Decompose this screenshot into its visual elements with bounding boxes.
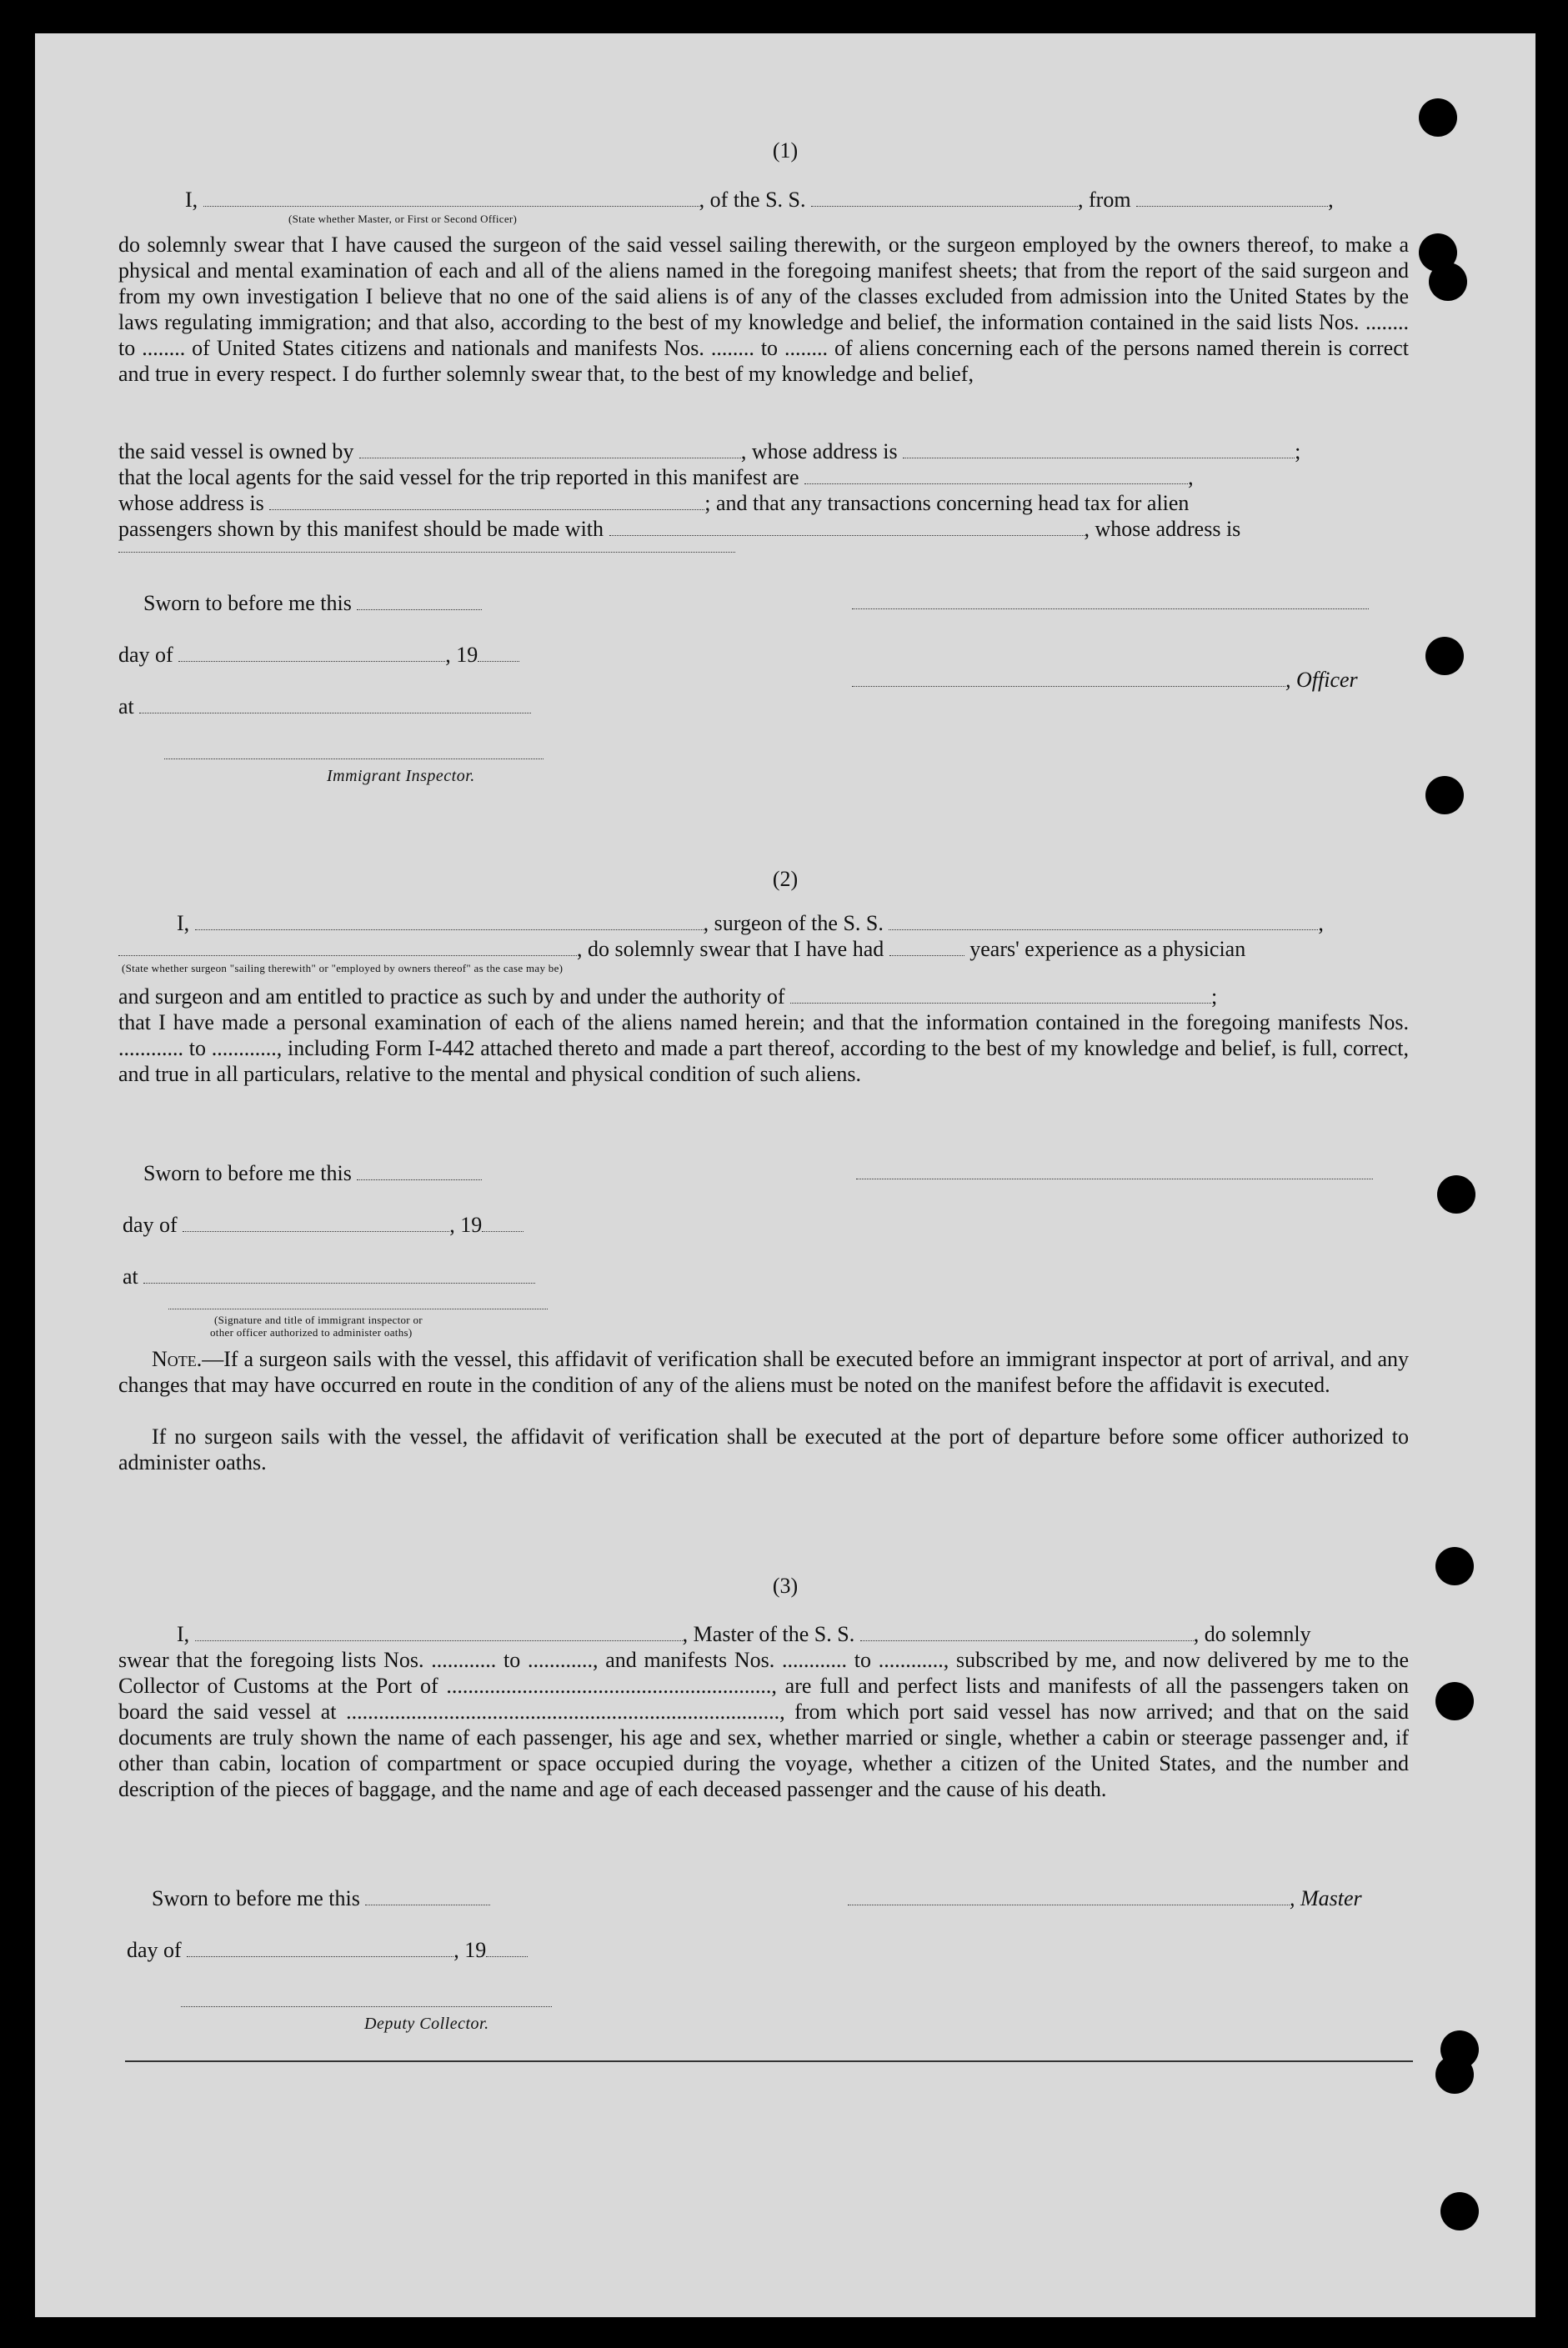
at-line-2	[123, 1264, 535, 1289]
year-field[interactable]	[482, 1214, 524, 1232]
head-tax-agent-field[interactable]	[609, 518, 1085, 536]
surgeon-name-field[interactable]	[195, 913, 704, 930]
inspector-signature-field[interactable]	[164, 758, 544, 759]
section-2-number: (2)	[772, 867, 799, 891]
officer-name-field[interactable]	[852, 669, 1285, 687]
text: ; and that any transactions concerning head tax for alien	[704, 491, 1190, 515]
year-field[interactable]	[478, 644, 519, 662]
text: , 19	[445, 643, 478, 667]
text: , whose address is	[740, 439, 898, 463]
day-of-line-2	[123, 1212, 524, 1238]
section-1-number: (1)	[772, 138, 799, 163]
text: I,	[185, 188, 198, 212]
place-field[interactable]	[139, 696, 531, 713]
section-1-paragraph: do solemnly swear that I have caused the surgeon of the said vessel sailing therewith, or the surgeon employed by the owners thereof, to make a physical and mental examination of each and all of the aliens named in the foregoing manifest sheets; that from the report of the said surgeon and from my own investigation I believe that no one of the said aliens is of any of the classes excluded from admission into the United States by the laws regulating immigration; and that also, according to the best of my knowledge and belief, the information contained in the said lists Nos. ........ to ........ of United States citizens and nationals and manifests Nos. ........ to ........ of aliens concerning each of the persons named therein is correct and true in every respect. I do further solemnly swear that, to the best of my knowledge and belief,	[118, 233, 1409, 386]
local-agents-line: that the local agents for the said vessel for the trip reported in this manifest are ,	[118, 465, 1194, 489]
text: whose address is	[118, 491, 264, 515]
surgeon-vessel-field[interactable]	[889, 913, 1318, 930]
master-name-field[interactable]	[195, 1624, 683, 1641]
at-line-1	[118, 693, 531, 719]
owner-field[interactable]	[359, 441, 741, 458]
officer-rank-caption: (State whether Master, or First or Second Officer)	[288, 213, 518, 225]
punch-hole	[1440, 2192, 1479, 2230]
sworn-line-2	[143, 1160, 482, 1186]
master-vessel-field[interactable]	[860, 1624, 1194, 1641]
bottom-rule	[125, 2060, 1413, 2062]
month-field[interactable]	[183, 1214, 449, 1232]
text: passengers shown by this manifest should be made with	[118, 517, 604, 541]
collector-caption: Deputy Collector.	[364, 2015, 489, 2033]
text: at	[123, 1264, 138, 1289]
section-2-paragraph: that I have made a personal examination of each of the aliens named herein; and that the information contained in the foregoing manifests Nos. ............ to ............, including Form I-442 attached thereto and made a part thereof, according to the best of my knowledge and belief, is full, correct, and true in all particulars, relative to the mental and physical condition of such aliens.	[118, 1010, 1409, 1086]
text: ,	[1328, 188, 1334, 212]
text: , 19	[453, 1938, 487, 1962]
inspector-caption: Immigrant Inspector.	[327, 767, 475, 785]
punch-hole	[1435, 2055, 1474, 2094]
text: the said vessel is owned by	[118, 439, 354, 463]
punch-hole	[1425, 637, 1464, 675]
punch-hole	[1437, 1175, 1475, 1214]
text: day of	[123, 1213, 178, 1237]
section-3-number: (3)	[772, 1574, 799, 1598]
text: , Master	[1290, 1886, 1362, 1910]
text: , of the S. S.	[699, 188, 806, 212]
vessel-name-field[interactable]	[811, 189, 1078, 207]
surgeon-status-field[interactable]	[118, 939, 577, 956]
sworn-date-field[interactable]	[357, 593, 482, 610]
text: , Officer	[1285, 668, 1358, 692]
text: , from	[1078, 188, 1131, 212]
text: at	[118, 694, 134, 718]
agents-address-line	[118, 490, 1189, 516]
note-label: Note.	[152, 1347, 203, 1371]
master-signature-field[interactable]	[848, 1888, 1290, 1905]
text: and surgeon and am entitled to practice as such by and under the authority of	[118, 984, 785, 1009]
text: , whose address is	[1084, 517, 1241, 541]
signature-caption-line-2: other officer authorized to administer oaths)	[210, 1326, 413, 1339]
section-3-paragraph: swear that the foregoing lists Nos. ............ to ............, and manifests Nos. ............ to ............, subscribed by me, and now delivered by me to the Collector of Customs at the Port of ............................................................, are full and perfect lists and manifests of all the passengers taken on board the said vessel at ................................................................................, from which port said vessel has now arrived; and that on the said documents are truly shown the name of each passenger, his age and sex, whether married or single, whether a cabin or steerage passenger and, if other than cabin, location of compartment or space occupied during the voyage, whether a citizen of the United States, and the number and description of the pieces of baggage, and the name and age of each deceased passenger and the cause of his death.	[118, 1648, 1409, 1801]
punch-hole	[1429, 263, 1467, 301]
text: Sworn to before me this	[143, 1161, 352, 1185]
sworn-line-3	[152, 1885, 490, 1911]
text: day of	[118, 643, 173, 667]
note-text: If no surgeon sails with the vessel, the affidavit of verification shall be executed at the port of departure before some officer authorized to administer oaths.	[118, 1424, 1409, 1474]
month-field[interactable]	[178, 644, 445, 662]
section-2-line-3: and surgeon and am entitled to practice as such by and under the authority of ;	[118, 984, 1218, 1009]
owner-address-field[interactable]	[903, 441, 1295, 458]
text: , 19	[449, 1213, 483, 1237]
section-2-line-1: I, , surgeon of the S. S. ,	[177, 911, 1324, 935]
day-of-line-3	[127, 1937, 528, 1963]
text: , surgeon of the S. S.	[703, 911, 884, 935]
punch-hole	[1425, 776, 1464, 814]
text: Sworn to before me this	[152, 1886, 360, 1910]
section-3-line-1	[177, 1621, 1311, 1647]
officer-signature-field[interactable]	[852, 608, 1369, 609]
sworn-line-1	[143, 590, 482, 616]
text: day of	[127, 1938, 182, 1962]
head-tax-line	[118, 516, 1240, 542]
section-1-line-1	[185, 187, 1334, 213]
section-2-line-2	[118, 936, 1245, 962]
month-field[interactable]	[187, 1940, 453, 1957]
owned-by-line: the said vessel is owned by , whose address is ;	[118, 439, 1301, 463]
day-of-line-1	[118, 642, 519, 668]
sworn-date-field[interactable]	[357, 1163, 482, 1180]
punch-hole	[1419, 98, 1457, 137]
officer-rank-field[interactable]	[203, 189, 699, 207]
note-paragraph-1	[118, 1346, 1409, 1398]
note-text: —If a surgeon sails with the vessel, this affidavit of verification shall be executed before an immigrant inspector at port of arrival, and any changes that may have occurred en route in the condition of any of the aliens must be noted on the manifest before the affidavit is executed.	[118, 1347, 1409, 1397]
text: I,	[177, 1622, 190, 1646]
text: I,	[177, 911, 190, 935]
collector-signature-field[interactable]	[181, 2006, 552, 2007]
officer-title-line	[852, 667, 1358, 693]
place-field[interactable]	[143, 1266, 535, 1284]
sworn-date-field[interactable]	[365, 1888, 490, 1905]
authority-field[interactable]	[790, 986, 1211, 1004]
signature-caption-line-1: (Signature and title of immigrant inspector or	[214, 1314, 423, 1326]
text: , do solemnly	[1193, 1622, 1311, 1646]
agents-field[interactable]	[804, 467, 1188, 484]
text: years' experience as a physician	[969, 937, 1246, 961]
punch-hole	[1435, 1682, 1474, 1720]
text: that the local agents for the said vessel for the trip reported in this manifest are	[118, 465, 799, 489]
form-page	[35, 33, 1535, 2317]
year-field[interactable]	[486, 1940, 528, 1957]
text: , do solemnly swear that I have had	[577, 937, 884, 961]
years-field[interactable]	[889, 939, 964, 956]
agents-address-field[interactable]	[269, 493, 704, 510]
surgeon-status-caption: (State whether surgeon "sailing therewith" or "employed by owners thereof" as the case may be)	[122, 962, 564, 974]
master-signature-line	[848, 1885, 1362, 1911]
head-tax-address-field[interactable]	[118, 552, 735, 553]
text: , Master of the S. S.	[682, 1622, 855, 1646]
from-port-field[interactable]	[1136, 189, 1328, 207]
note-paragraph-2	[118, 1424, 1409, 1475]
text: Sworn to before me this	[143, 591, 352, 615]
